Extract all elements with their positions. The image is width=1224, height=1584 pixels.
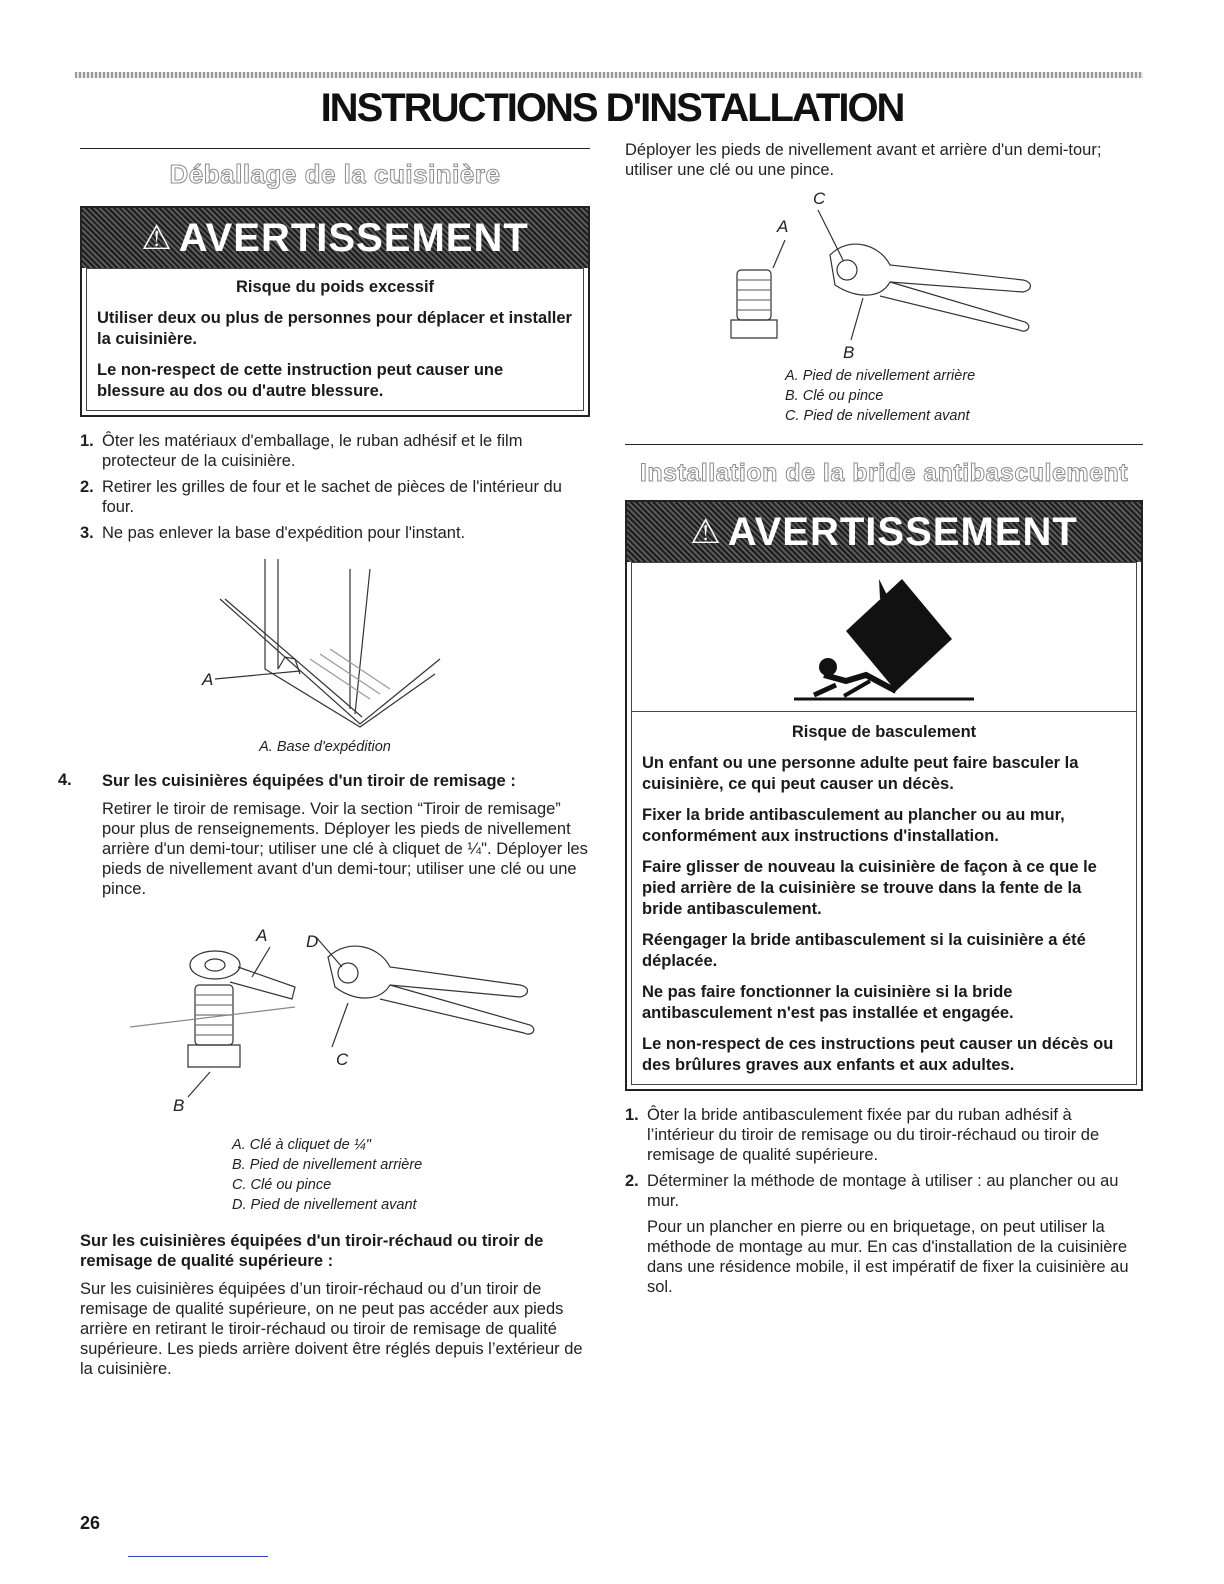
leveling-intro: Déployer les pieds de nivellement avant et arrière d'un demi-tour; utiliser une clé ou une pince. (625, 141, 1102, 179)
tip-over-pictogram (784, 571, 984, 711)
warning-box-weight (80, 206, 590, 417)
step-number: 4. (58, 771, 72, 789)
list-item: 2. Retirer les grilles de four et le sachet de pièces de l'intérieur du four. (80, 478, 562, 516)
list-item: 1. Ôter la bride antibasculement fixée par du ruban adhésif à l’intérieur du tiroir de remisage ou du tiroir-réchaud ou tiroir de remisage de qualité supérieure. (625, 1106, 1100, 1164)
warning-box-tip-over (625, 500, 1143, 1091)
warning-line: Utiliser deux ou plus de personnes pour déplacer et installer la cuisinière. (97, 309, 572, 348)
warning-banner-text: AVERTISSEMENT (727, 509, 1078, 554)
footer-link-rule (128, 1556, 268, 1557)
premium-drawer-title: Sur les cuisinières équipées d'un tiroir-réchaud ou tiroir de remisage de qualité supérieure : (80, 1232, 544, 1270)
warning-banner-text: AVERTISSEMENT (178, 215, 529, 260)
step-4 (58, 771, 590, 899)
fig3-label-c: C (813, 190, 826, 208)
step4-title: Sur les cuisinières équipées d'un tiroir de remisage : (102, 772, 516, 790)
anti-tip-steps (625, 1105, 1143, 1211)
warning-banner (82, 208, 588, 268)
fig2-caption-b: B. Pied de nivellement arrière (232, 1157, 423, 1173)
step4-text: Retirer le tiroir de remisage. Voir la section “Tiroir de remisage” pour plus de renseignements. Déployer les pieds de nivellement arrière d'un demi-tour; utiliser une clé à cliquet de ¼". Déployer les pieds de nivellement avant d'un demi-tour; utiliser une clé ou une pince. (102, 800, 588, 898)
list-item: 3. Ne pas enlever la base d'expédition pour l'instant. (80, 524, 466, 542)
fig2-caption-c: C. Clé ou pince (232, 1177, 332, 1193)
warning-line: Un enfant ou une personne adulte peut faire basculer la cuisinière, ce qui peut causer un décès. (642, 754, 1079, 793)
fig2-captions (232, 1135, 590, 1215)
top-rule (75, 72, 1143, 78)
section-heading-unpacking: Déballage de la cuisinière (169, 159, 501, 189)
warning-line: Le non-respect de ces instructions peut causer un décès ou des brûlures graves aux enfants et aux adultes. (642, 1035, 1114, 1074)
fig2-label-b: B (173, 1096, 185, 1115)
right-column (625, 140, 1143, 1297)
fig1-label-a: A (202, 670, 214, 689)
warning-triangle-icon: ⚠ (141, 219, 173, 257)
section-rule (625, 444, 1143, 445)
warning-risk-title: Risque du poids excessif (235, 278, 435, 296)
warning-line: Fixer la bride antibasculement au plancher ou au mur, conformément aux instructions d'installation. (642, 806, 1065, 845)
fig3-caption-a: A. Pied de nivellement arrière (785, 368, 976, 384)
warning-line: Le non-respect de cette instruction peut causer une blessure au dos ou d'autre blessure. (97, 361, 504, 400)
fig2-label-d: D (306, 932, 319, 951)
fig3-captions (785, 366, 1143, 426)
list-item: 2. Déterminer la méthode de montage à utiliser : au plancher ou au mur. (625, 1172, 1119, 1210)
ratchet-pliers-figure (80, 907, 590, 1127)
page-number: 26 (80, 1513, 101, 1533)
fig3-caption-b: B. Clé ou pince (785, 388, 884, 404)
fig3-caption-c: C. Pied de nivellement avant (785, 408, 970, 424)
left-column (58, 140, 590, 1379)
warning-risk-title: Risque de basculement (791, 723, 977, 741)
shipping-base-figure (80, 549, 590, 739)
step2-note: Pour un plancher en pierre ou en briquetage, on peut utiliser la méthode de montage au mur. En cas d'installation de la cuisinière dans une résidence mobile, il est impératif de fixer la cuisinière au sol. (647, 1218, 1129, 1296)
fig1-caption: A. Base d'expédition (259, 739, 391, 755)
tip-over-pictogram-box (631, 562, 1137, 712)
section-heading-anti-tip: Installation de la bride antibasculement (639, 459, 1129, 487)
list-item: 1. Ôter les matériaux d'emballage, le ruban adhésif et le film protecteur de la cuisinière. (80, 432, 523, 470)
leveling-pliers-figure (625, 190, 1143, 360)
page-title: INSTRUCTIONS D'INSTALLATION (320, 86, 904, 130)
warning-body (631, 712, 1137, 1085)
fig3-label-a: A (777, 217, 789, 236)
warning-line: Ne pas faire fonctionner la cuisinière si la bride antibasculement n'est pas installée et engagée. (642, 983, 1014, 1022)
warning-line: Réengager la bride antibasculement si la cuisinière a été déplacée. (642, 931, 1086, 970)
section-rule (80, 148, 590, 149)
fig2-label-c: C (336, 1050, 349, 1069)
fig2-caption-a: A. Clé à cliquet de ¼" (232, 1137, 371, 1153)
warning-triangle-icon: ⚠ (690, 513, 722, 551)
warning-line: Faire glisser de nouveau la cuisinière de façon à ce que le pied arrière de la cuisinière se trouve dans la fente de la bride antibasculement. (642, 858, 1097, 918)
fig2-caption-d: D. Pied de nivellement avant (232, 1197, 417, 1213)
fig2-label-a: A (256, 926, 268, 945)
warning-body (86, 268, 584, 411)
premium-drawer-text: Sur les cuisinières équipées d’un tiroir-réchaud ou d’un tiroir de remisage de qualité supérieure, on ne peut pas accéder aux pieds arrière en retirant le tiroir-réchaud ou tiroir de remisage de qualité supérieure. Les pieds arrière doivent être réglés depuis l’extérieur de la cuisinière. (80, 1280, 583, 1378)
fig3-label-b: B (843, 343, 855, 360)
warning-banner (627, 502, 1141, 562)
unpacking-steps (80, 431, 590, 543)
